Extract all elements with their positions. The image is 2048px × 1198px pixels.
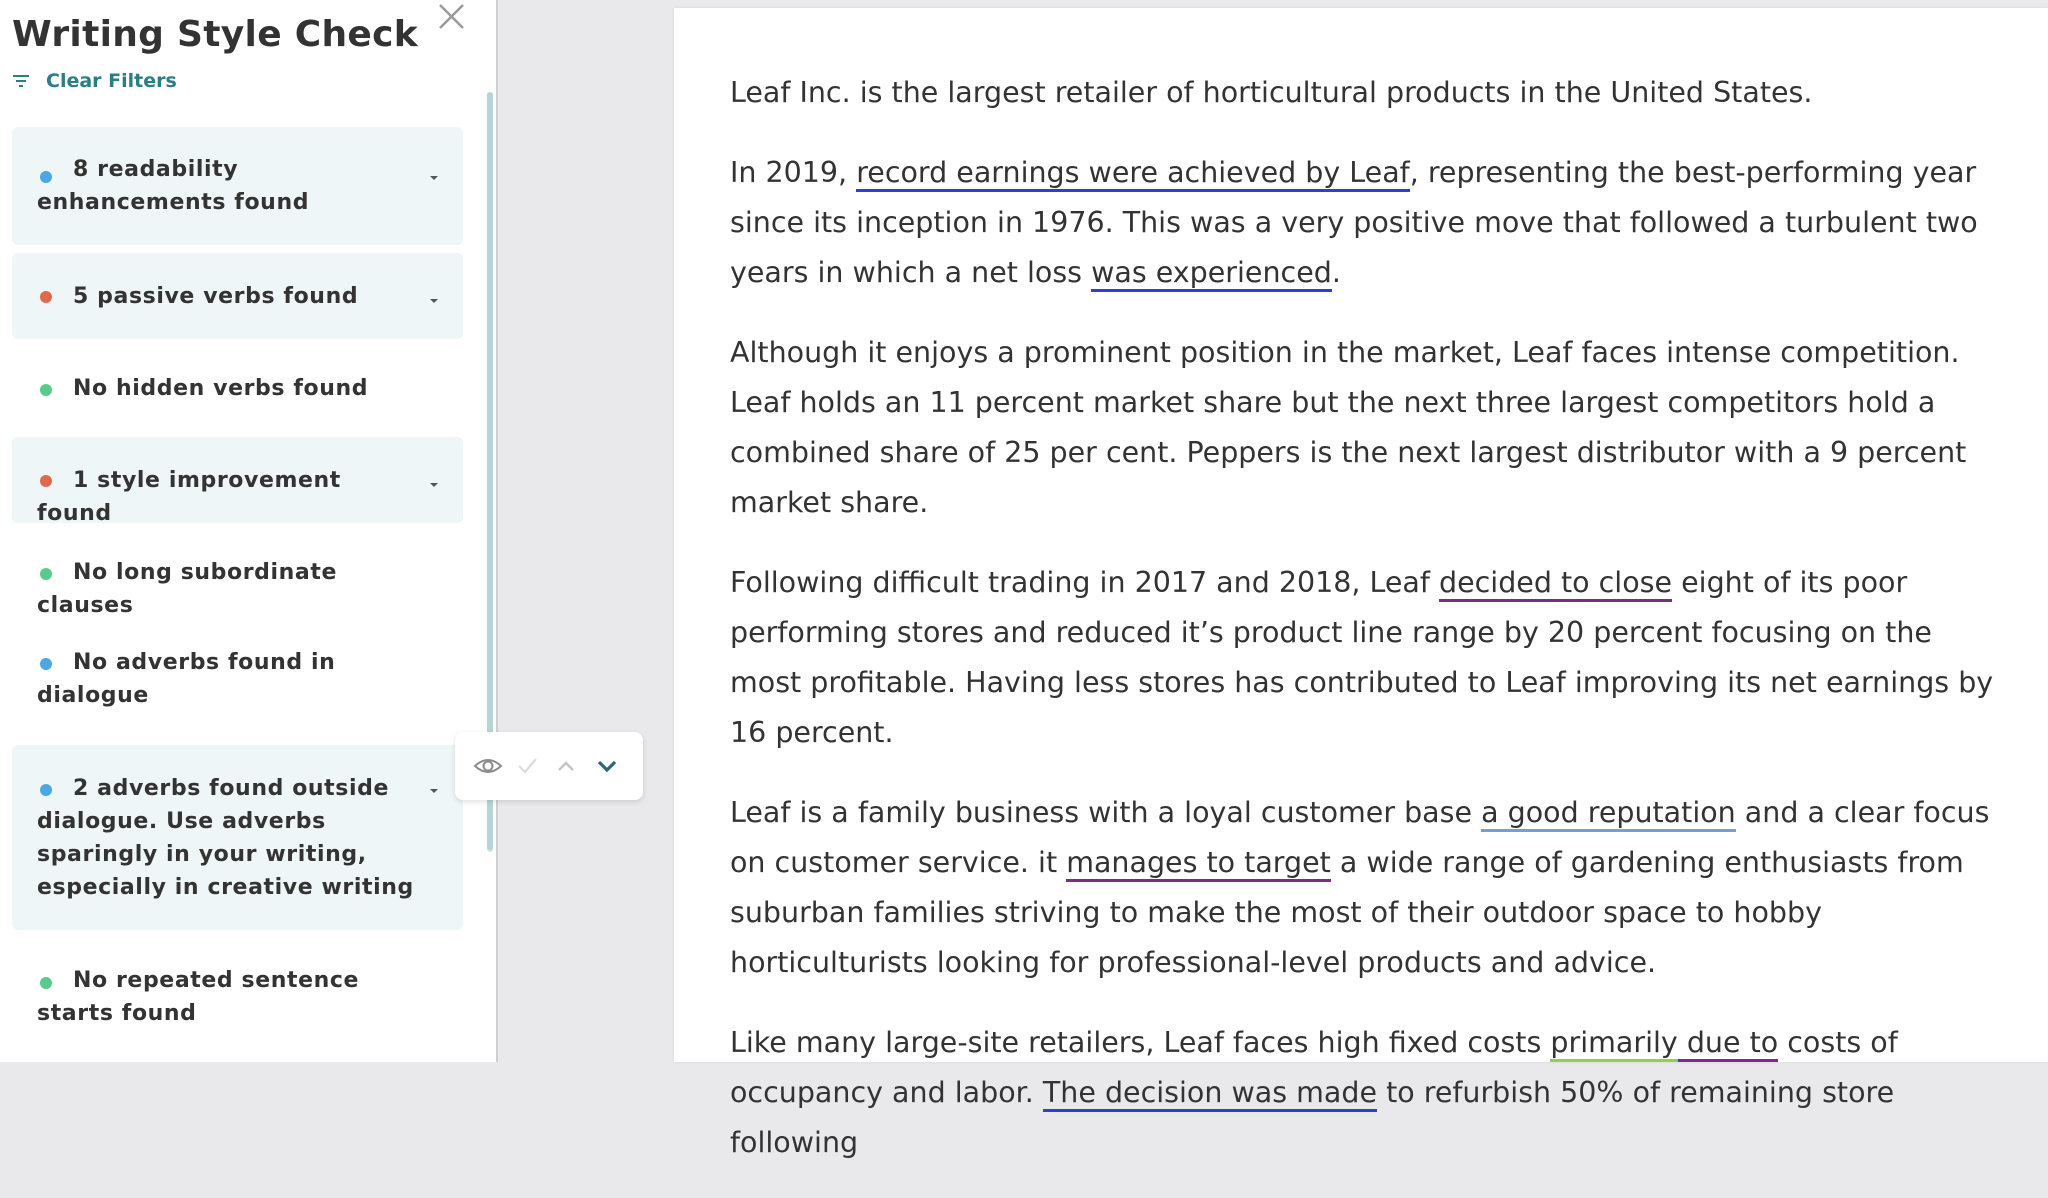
style-highlight[interactable]: a good reputation <box>1481 796 1736 832</box>
check-item-label: 1 style improvement found <box>37 468 341 526</box>
paragraph <box>730 788 2012 988</box>
text: Following difficult trading in 2017 and 2018, Leaf <box>730 566 1439 599</box>
paragraph: Leaf Inc. is the largest retailer of horticultural products in the United States. <box>730 76 1813 109</box>
chevron-down-icon[interactable] <box>592 752 622 780</box>
clear-filters-label: Clear Filters <box>46 70 177 92</box>
chevron-down-icon[interactable] <box>427 171 441 185</box>
passive-verb-highlight[interactable]: The decision was made <box>1043 1076 1377 1112</box>
check-item-label: 8 readability enhancements found <box>37 157 310 215</box>
close-icon[interactable] <box>433 0 471 38</box>
adverb-highlight[interactable]: primarily <box>1550 1026 1677 1062</box>
check-item-adverbs-dialogue <box>12 622 463 734</box>
readability-highlight[interactable]: decided to close <box>1439 566 1672 602</box>
check-item-label: No long subordinate clauses <box>37 560 338 618</box>
text: eight of its poor performing stores and reduced it’s product line range by 20 percent focusing on the most profitable. Having less stores has contributed to Leaf improving its net earnings by 16 percent. <box>730 566 1994 749</box>
chevron-up-icon[interactable] <box>551 752 581 780</box>
readability-highlight[interactable]: due to <box>1678 1026 1778 1062</box>
paragraph: Although it enjoys a prominent position in the market, Leaf faces intense competition. Leaf holds an 11 percent market share but the next three largest competitors hold a combined share of 25 per cent. Peppers is the next largest distributor with a 9 percent market share. <box>730 336 1967 519</box>
passive-verb-highlight[interactable]: record earnings were achieved by Leaf <box>856 156 1410 192</box>
chevron-down-icon[interactable] <box>427 294 441 308</box>
document-page <box>674 8 2048 1159</box>
text: Leaf is a family business with a loyal customer base <box>730 796 1482 829</box>
check-item-readability[interactable] <box>12 127 463 245</box>
check-icon[interactable] <box>512 752 542 780</box>
text: In 2019, <box>730 156 857 189</box>
chevron-down-icon[interactable] <box>427 784 441 798</box>
paragraph <box>730 1018 2012 1168</box>
check-item-style-improvement[interactable] <box>12 437 463 526</box>
check-item-adverbs-outside[interactable] <box>12 745 463 930</box>
text: costs of occupancy and labor. <box>730 1026 1898 1109</box>
chevron-down-icon[interactable] <box>427 478 441 492</box>
text: Like many large-site retailers, Leaf faces high fixed costs <box>730 1026 1551 1059</box>
check-item-label: No adverbs found in dialogue <box>37 650 336 708</box>
check-item-label: No repeated sentence starts found <box>37 968 360 1026</box>
suggestion-toolbar <box>455 732 643 800</box>
text: a wide range of gardening enthusiasts from suburban families striving to make the most of their outdoor space to hobby horticulturists looking for professional-level products and advice. <box>730 846 1964 979</box>
passive-verb-highlight[interactable]: was experienced <box>1091 256 1332 292</box>
text: and a clear focus on customer service. it <box>730 796 1990 879</box>
readability-highlight[interactable]: manages to target <box>1066 846 1331 882</box>
text: , representing the best-performing year since its inception in 1976. This was a very positive move that followed a turbulent two years in which a net loss <box>730 156 1978 289</box>
filter-icon <box>12 74 30 88</box>
text: to refurbish 50% of remaining store following <box>730 1076 1895 1159</box>
check-item-label: 2 adverbs found outside dialogue. Use adverbs sparingly in your writing, especially in creative writing <box>37 776 414 900</box>
writing-style-panel <box>0 0 498 1062</box>
check-item-subordinate-clauses <box>12 532 463 618</box>
text: . <box>1331 256 1341 289</box>
check-item-label: No hidden verbs found <box>73 376 369 401</box>
clear-filters-button[interactable] <box>12 70 177 92</box>
check-item-hidden-verbs <box>12 348 463 428</box>
check-item-repeated-starts <box>12 944 463 1056</box>
panel-title: Writing Style Check <box>12 14 418 55</box>
eye-icon[interactable] <box>473 752 503 780</box>
check-item-passive-verbs[interactable] <box>12 253 463 339</box>
paragraph <box>730 558 2012 758</box>
paragraph <box>730 148 2012 298</box>
document-body[interactable] <box>730 68 2012 1198</box>
check-item-label: 5 passive verbs found <box>73 284 359 309</box>
